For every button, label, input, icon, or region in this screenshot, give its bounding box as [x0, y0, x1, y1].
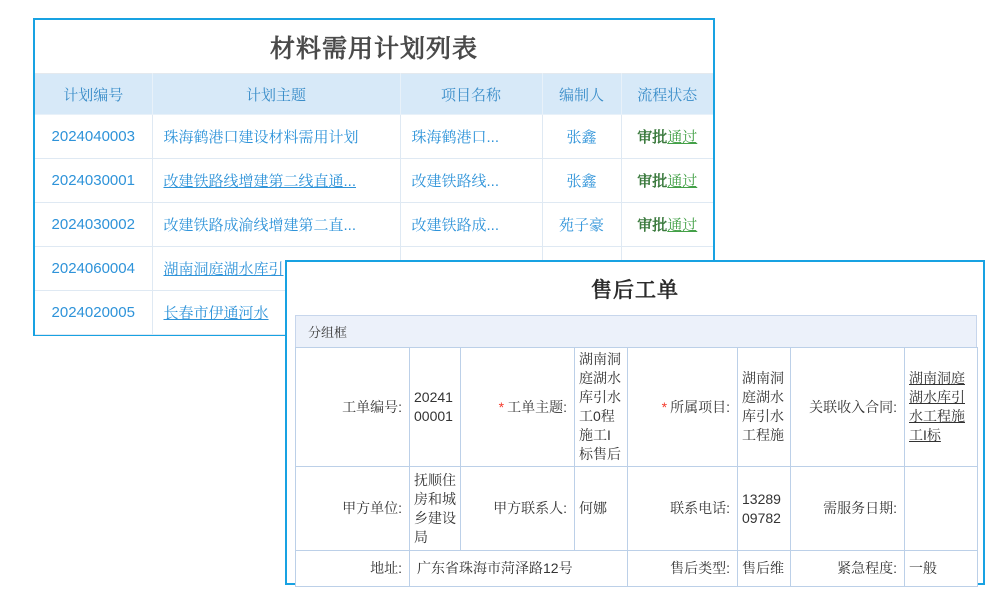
plan-subject-link[interactable]: 湖南洞庭湖水库引 [152, 247, 400, 291]
required-asterisk: * [498, 398, 505, 415]
plan-no-link[interactable]: 2024030002 [35, 203, 152, 247]
contact-label: 甲方联系人: [461, 467, 575, 551]
plan-subject-link[interactable]: 改建铁路线增建第二线直通... [152, 159, 400, 203]
status-cell [621, 115, 713, 159]
project-name-link[interactable]: 珠海鹤港口... [400, 115, 542, 159]
column-header-status: 流程状态 [621, 74, 713, 115]
required-asterisk: * [661, 398, 668, 415]
status-label: 审批 [637, 173, 668, 190]
status-pass-link[interactable]: 通过 [667, 217, 698, 234]
group-box-header [295, 315, 977, 348]
phone-label: 联系电话: [628, 467, 738, 551]
column-header-creator: 编制人 [542, 74, 621, 115]
page-title: 材料需用计划列表 [269, 34, 478, 63]
income-contract-link[interactable]: 湖南洞庭湖水库引水工程施工I标 [905, 348, 978, 467]
address-label: 地址: [296, 551, 410, 587]
status-cell [621, 159, 713, 203]
table-header-row [35, 74, 713, 115]
status-label: 审批 [637, 217, 668, 234]
project-name-link[interactable]: 改建铁路线... [400, 159, 542, 203]
address-field[interactable]: 广东省珠海市菏泽路12号 [410, 551, 628, 587]
contact-field[interactable]: 何娜 [575, 467, 628, 551]
status-label: 审批 [637, 129, 668, 146]
form-row-party [296, 467, 978, 551]
order-no-field[interactable]: 2024100001 [410, 348, 461, 467]
status-cell [621, 203, 713, 247]
plan-no-link[interactable]: 2024040003 [35, 115, 152, 159]
project-field[interactable]: 湖南洞庭湖水库引水工程施 [738, 348, 791, 467]
project-label: * 所属项目: [628, 348, 738, 467]
service-date-field[interactable] [905, 467, 978, 551]
creator-text: 张鑫 [542, 159, 621, 203]
party-a-label: 甲方单位: [296, 467, 410, 551]
table-row [35, 203, 713, 247]
status-pass-link[interactable]: 通过 [667, 129, 698, 146]
creator-text: 张鑫 [542, 115, 621, 159]
service-date-label: 需服务日期: [791, 467, 905, 551]
project-name-link[interactable]: 改建铁路成... [400, 203, 542, 247]
plan-no-link[interactable]: 2024060004 [35, 247, 152, 291]
form-row-order [296, 348, 978, 467]
creator-text: 苑子豪 [542, 203, 621, 247]
form-group-box [295, 315, 977, 587]
order-subject-field[interactable]: 湖南洞庭湖水库引水工0程施工I标售后 [575, 348, 628, 467]
plan-no-link[interactable]: 2024030001 [35, 159, 152, 203]
group-box-label: 分组框 [308, 325, 348, 340]
phone-field[interactable]: 1328909782 [738, 467, 791, 551]
column-header-project: 项目名称 [400, 74, 542, 115]
table-row [35, 115, 713, 159]
plan-no-link[interactable]: 2024020005 [35, 291, 152, 335]
page-title: 售后工单 [591, 279, 679, 302]
party-a-field[interactable]: 抚顺住房和城乡建设局 [410, 467, 461, 551]
aftersale-type-label: 售后类型: [628, 551, 738, 587]
status-pass-link[interactable]: 通过 [667, 173, 698, 190]
order-no-label: 工单编号: [296, 348, 410, 467]
plan-subject-link[interactable]: 长春市伊通河水 [152, 291, 400, 335]
income-contract-label: 关联收入合同: [791, 348, 905, 467]
work-order-form-table [295, 347, 978, 587]
order-subject-label: * 工单主题: [461, 348, 575, 467]
plan-subject-link[interactable]: 改建铁路成渝线增建第二直... [152, 203, 400, 247]
plan-subject-link[interactable]: 珠海鹤港口建设材料需用计划 [152, 115, 400, 159]
column-header-subject: 计划主题 [152, 74, 400, 115]
table-row [35, 159, 713, 203]
form-row-address [296, 551, 978, 587]
aftersale-work-order-window [285, 260, 985, 585]
urgency-field[interactable]: 一般 [905, 551, 978, 587]
column-header-plan-no: 计划编号 [35, 74, 152, 115]
aftersale-type-field[interactable]: 售后维 [738, 551, 791, 587]
urgency-label: 紧急程度: [791, 551, 905, 587]
